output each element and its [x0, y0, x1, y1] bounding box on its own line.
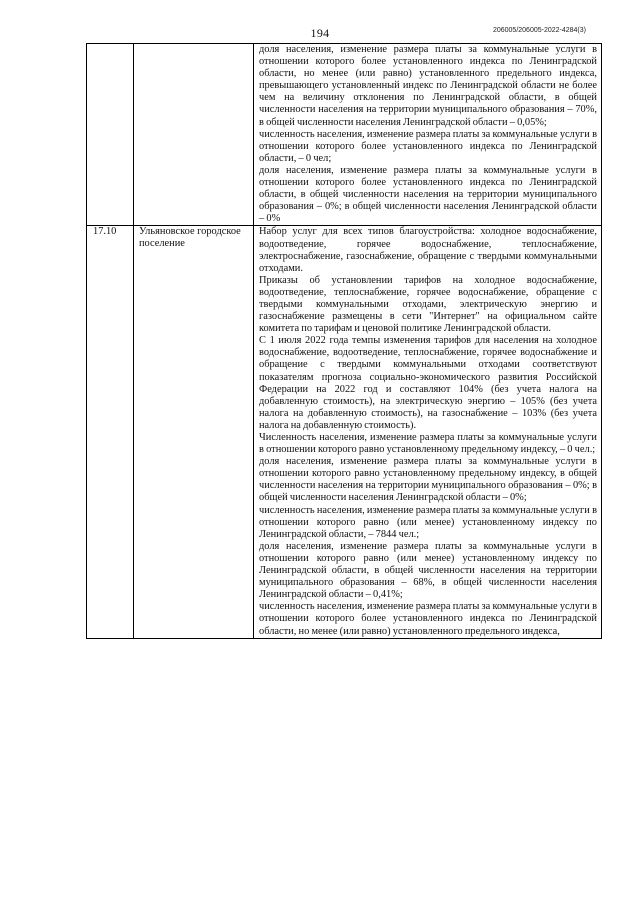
paragraph: Приказы об установлении тарифов на холодное водоснабжение, водоотведение, теплоснабжение, горячее водоснабжение, обращение с твердыми коммунальными отходами, электрическую энергию и газоснабжение размещены в сети "Интернет" на официальном сайте комитета по тарифам и ценовой политике Ленинградской области.	[259, 274, 597, 335]
paragraph: численность населения, изменение размера платы за коммунальные услуги в отношении которого более установленного индекса по Ленинградской области, но менее (или равно) установленного предельного индекса,	[259, 601, 597, 637]
table-row	[87, 44, 602, 226]
paragraph: численность населения, изменение размера платы за коммунальные услуги в отношении которого более установленного индекса по Ленинградской области, – 0 чел;	[259, 128, 597, 164]
row-number-cell: 17.10	[87, 226, 134, 638]
settlement-name-cell	[134, 44, 254, 226]
table-row	[87, 226, 602, 638]
paragraph: С 1 июля 2022 года темпы изменения тарифов для населения на холодное водоснабжение, водоотведение, теплоснабжение, горячее водоснабжение и обращение с твердыми коммунальными отходами соответствуют показателям прогноза социально-экономического развития Российской Федерации на 2022 год и составляют 104% (без учета налога на добавленную стоимость), на электрическую энергию – 105% (без учета налога на добавленную стоимость), на газоснабжение – 103% (без учета налога на добавленную стоимость).	[259, 335, 597, 431]
settlement-name-cell: Ульяновское городское поселение	[134, 226, 254, 638]
paragraph: Численность населения, изменение размера платы за коммунальные услуги в отношении которого равно установленному предельному индексу, – 0 чел.;	[259, 432, 597, 456]
row-number-cell	[87, 44, 134, 226]
paragraph: численность населения, изменение размера платы за коммунальные услуги в отношении которого равно (или менее) установленному индексу по Ленинградской области, – 7844 чел.;	[259, 504, 597, 540]
description-cell	[254, 44, 602, 226]
paragraph: доля населения, изменение размера платы за коммунальные услуги в отношении которого равно (или менее) установленному индексу по Ленинградской области, в общей численности населения на территории муниципального образования – 68%, в общей численности населения Ленинградской области – 0,41%;	[259, 540, 597, 601]
paragraph: доля населения, изменение размера платы за коммунальные услуги в отношении которого более установленного индекса по Ленинградской области, в общей численности населения на территории муниципального образования – 0%; в общей численности населения Ленинградской области – 0%	[259, 164, 597, 225]
page-number: 194	[310, 26, 330, 40]
tariff-table	[86, 43, 602, 639]
paragraph: доля населения, изменение размера платы за коммунальные услуги в отношении которого более установленного индекса по Ленинградской области, но менее (или равно) установленного предельного индекса, превышающего установленный индекс по Ленинградской области не более чем на величину отклонения по Ленинградской области, в общей численности населения на территории муниципального образования – 70%, в общей численности населения Ленинградской области – 0,05%;	[259, 44, 597, 128]
paragraph: доля населения, изменение размера платы за коммунальные услуги в отношении которого равно установленному предельному индексу, в общей численности населения на территории муниципального образования – 0%; в общей численности населения Ленинградской области – 0%;	[259, 456, 597, 504]
description-cell	[254, 226, 602, 638]
paragraph: Набор услуг для всех типов благоустройства: холодное водоснабжение, водоотведение, горячее водоснабжение, теплоснабжение, электроснабжение, газоснабжение, обращение с твердыми коммунальными отходами.	[259, 226, 597, 274]
document-code: 206005/206005-2022-4284(3)	[492, 27, 586, 34]
